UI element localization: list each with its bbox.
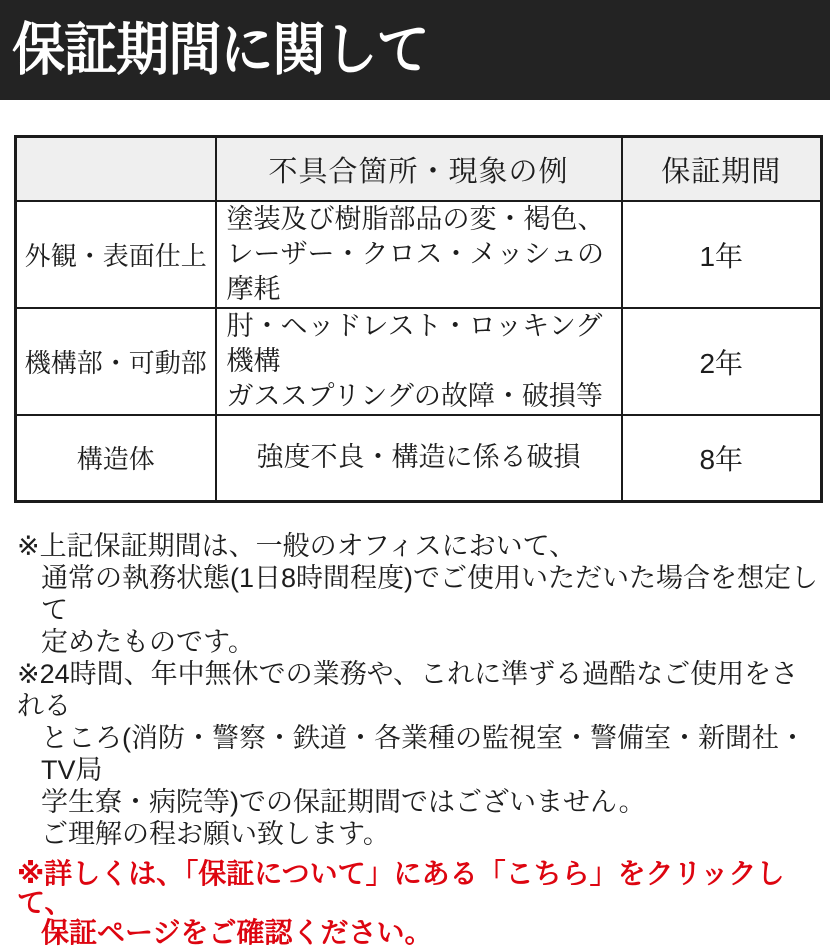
table-row-structure — [16, 415, 822, 501]
example-line: 強度不良・構造に係る破損 — [256, 442, 581, 473]
note-line: ※上記保証期間は、一般のオフィスにおいて、 — [17, 530, 577, 561]
page-title: 保証期間に関して — [12, 17, 429, 82]
example-line: ガススプリングの故障・破損等 — [226, 381, 603, 411]
examples-cell — [216, 201, 622, 308]
examples-cell — [216, 415, 622, 501]
table-row-appearance — [16, 201, 822, 308]
note-line: ※詳しくは、「保証について」にある「こちら」をクリックして、 — [17, 857, 785, 918]
warranty-table — [14, 135, 823, 503]
note-line: 学生寮・病院等)での保証期間ではございません。 — [41, 786, 646, 817]
note-heavy-use-exclusion — [17, 658, 824, 850]
note-line: ご理解の程お願い致します。 — [41, 818, 390, 849]
category-cell: 構造体 — [16, 415, 216, 501]
note-line: 通常の執務状態(1日8時間程度)でご使用いただいた場合を想定して — [41, 562, 819, 625]
notes-section — [17, 530, 824, 947]
note-line: 定めたものです。 — [41, 626, 255, 657]
example-line: 肘・ヘッドレスト・ロッキング機構 — [226, 311, 603, 376]
period-cell: 8年 — [622, 415, 822, 501]
column-header-examples: 不具合箇所・現象の例 — [216, 137, 622, 202]
period-cell: 2年 — [622, 308, 822, 415]
example-line: 塗装及び樹脂部品の変・褐色、 — [226, 204, 605, 234]
column-header-category — [16, 137, 216, 202]
column-header-period: 保証期間 — [622, 137, 822, 202]
table-header-row — [16, 137, 822, 202]
note-usage-assumption — [17, 530, 824, 658]
table-row-mechanism — [16, 308, 822, 415]
note-line: ところ(消防・警察・鉄道・各業種の監視室・警備室・新聞社・TV局 — [41, 722, 806, 785]
note-warranty-page-link — [17, 859, 824, 947]
page-header — [0, 0, 830, 100]
note-line: 保証ページをご確認ください。 — [41, 916, 433, 948]
example-line: レーザー・クロス・メッシュの摩耗 — [226, 239, 604, 304]
period-cell: 1年 — [622, 201, 822, 308]
category-cell: 機構部・可動部 — [16, 308, 216, 415]
category-cell: 外観・表面仕上 — [16, 201, 216, 308]
note-line: ※24時間、年中無休での業務や、これに準ずる過酷なご使用をされる — [17, 658, 799, 721]
examples-cell — [216, 308, 622, 415]
